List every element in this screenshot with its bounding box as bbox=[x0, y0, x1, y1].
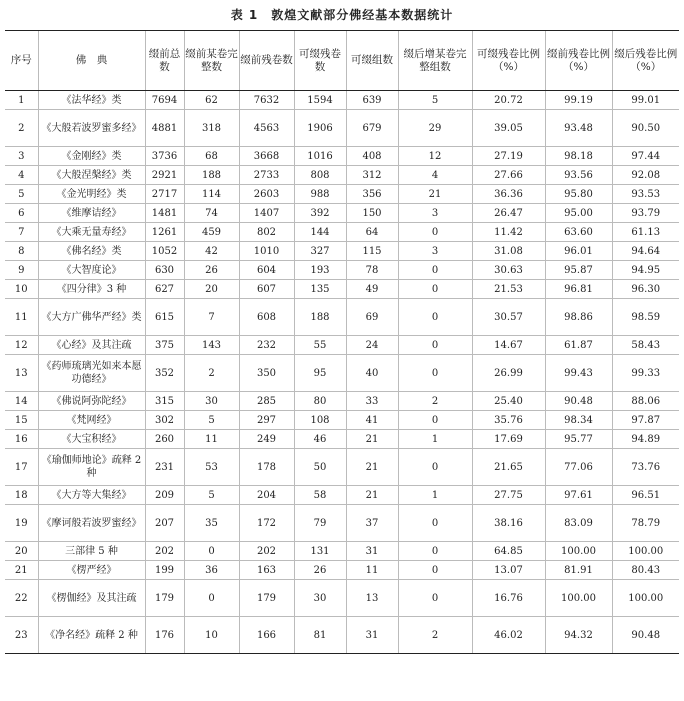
table-row: 5 《金光明经》类 2717 114 2603 988 356 21 36.36 95.80 93.53 bbox=[5, 185, 679, 204]
table-row: 17 《瑜伽师地论》疏释 2 种 231 53 178 50 21 0 21.65 77.06 73.76 bbox=[5, 449, 679, 486]
col-header-index: 序号 bbox=[5, 31, 38, 91]
table-row: 16 《大宝积经》 260 11 249 46 21 1 17.69 95.77 94.89 bbox=[5, 430, 679, 449]
col-header-post-fragment-ratio: 缀后残卷比例（%） bbox=[612, 31, 679, 91]
table-row: 19 《摩诃般若波罗蜜经》 207 35 172 79 37 0 38.16 83.09 78.79 bbox=[5, 505, 679, 542]
col-header-joinable-groups: 可缀组数 bbox=[346, 31, 398, 91]
table-row: 23 《净名经》疏释 2 种 176 10 166 81 31 2 46.02 94.32 90.48 bbox=[5, 617, 679, 654]
table-row: 20 三部律 5 种 202 0 202 131 31 0 64.85 100.00 100.00 bbox=[5, 542, 679, 561]
table-row: 12 《心经》及其注疏 375 143 232 55 24 0 14.67 61.87 58.43 bbox=[5, 336, 679, 355]
col-header-post-complete-groups: 缀后增某卷完整组数 bbox=[398, 31, 472, 91]
table-row: 15 《梵网经》 302 5 297 108 41 0 35.76 98.34 97.87 bbox=[5, 411, 679, 430]
table-row: 14 《佛说阿弥陀经》 315 30 285 80 33 2 25.40 90.48 88.06 bbox=[5, 392, 679, 411]
table-row: 13 《药师琉璃光如来本愿功德经》 352 2 350 95 40 0 26.99 99.43 99.33 bbox=[5, 355, 679, 392]
col-header-pre-total: 缀前总数 bbox=[145, 31, 184, 91]
header-row bbox=[5, 31, 679, 91]
table-row: 6 《维摩诘经》 1481 74 1407 392 150 3 26.47 95.00 93.79 bbox=[5, 204, 679, 223]
table-row: 3 《金刚经》类 3736 68 3668 1016 408 12 27.19 98.18 97.44 bbox=[5, 147, 679, 166]
table-row: 7 《大乘无量寿经》 1261 459 802 144 64 0 11.42 63.60 61.13 bbox=[5, 223, 679, 242]
table-row: 4 《大般涅槃经》类 2921 188 2733 808 312 4 27.66 93.56 92.08 bbox=[5, 166, 679, 185]
col-header-pre-complete: 缀前某卷完整数 bbox=[184, 31, 239, 91]
table-row: 21 《楞严经》 199 36 163 26 11 0 13.07 81.91 80.43 bbox=[5, 561, 679, 580]
table-title: 表 1 敦煌文献部分佛经基本数据统计 bbox=[230, 8, 454, 22]
table-row: 2 《大般若波罗蜜多经》 4881 318 4563 1906 679 29 39.05 93.48 90.50 bbox=[5, 110, 679, 147]
sutra-statistics-table bbox=[5, 30, 679, 654]
table-row: 10 《四分律》3 种 627 20 607 135 49 0 21.53 96.81 96.30 bbox=[5, 280, 679, 299]
table-row: 1 《法华经》类 7694 62 7632 1594 639 5 20.72 99.19 99.01 bbox=[5, 91, 679, 110]
col-header-sutra: 佛 典 bbox=[38, 31, 145, 91]
col-header-joinable-ratio: 可缀残卷比例（%） bbox=[472, 31, 545, 91]
col-header-joinable-fragments: 可缀残卷数 bbox=[294, 31, 346, 91]
table-row: 22 《楞伽经》及其注疏 179 0 179 30 13 0 16.76 100.00 100.00 bbox=[5, 580, 679, 617]
table-row: 11 《大方广佛华严经》类 615 7 608 188 69 0 30.57 98.86 98.59 bbox=[5, 299, 679, 336]
table-row: 18 《大方等大集经》 209 5 204 58 21 1 27.75 97.61 96.51 bbox=[5, 486, 679, 505]
col-header-pre-fragment-ratio: 缀前残卷比例（%） bbox=[545, 31, 612, 91]
table-row: 9 《大智度论》 630 26 604 193 78 0 30.63 95.87 94.95 bbox=[5, 261, 679, 280]
table-row: 8 《佛名经》类 1052 42 1010 327 115 3 31.08 96.01 94.64 bbox=[5, 242, 679, 261]
col-header-pre-fragments: 缀前残卷数 bbox=[239, 31, 294, 91]
